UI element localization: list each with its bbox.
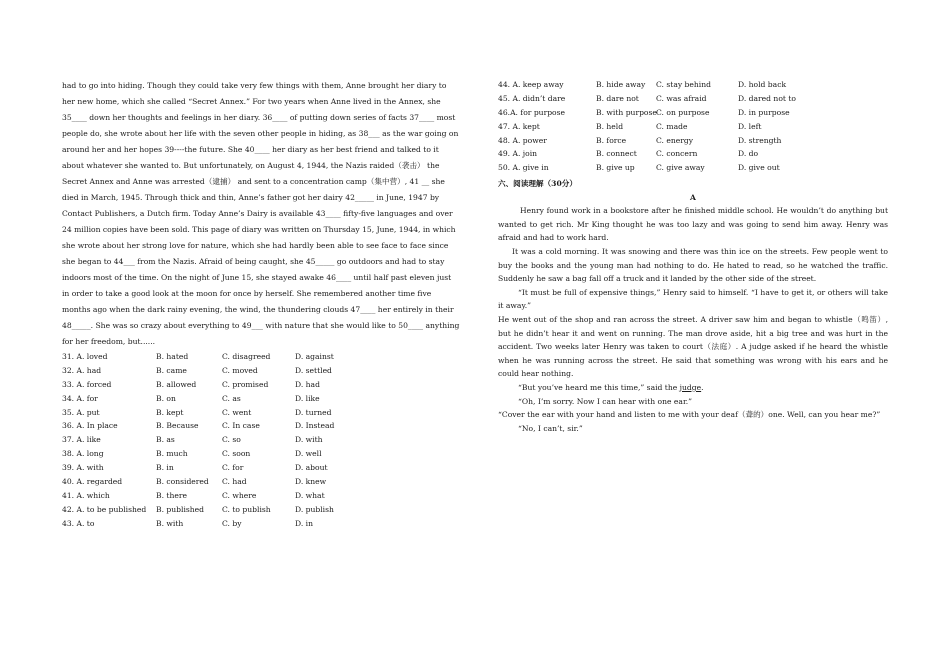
option-row	[498, 120, 888, 134]
passage-paragraph-1: Henry found work in a bookstore after he finished middle school. He wouldn’t do anything but wanted to get rich. Mr King thought he was too lazy and was going to send him away. Henry was afraid and had to work hard.	[498, 206, 888, 243]
option-choice: D. against	[295, 352, 334, 361]
option-choice: D. had	[295, 379, 320, 389]
option-choice: C. concern	[656, 149, 698, 159]
option-choice: D. hold back	[738, 80, 787, 89]
option-choice: C. to publish	[222, 504, 271, 514]
section-heading: 六、阅读理解（30分）	[498, 179, 577, 189]
option-choice: B. in	[156, 463, 174, 473]
option-choice: D. well	[295, 449, 322, 459]
option-choice: D. Instead	[295, 421, 335, 431]
right-option-list	[498, 78, 888, 175]
option-row	[62, 489, 460, 503]
option-choice: C. by	[222, 518, 242, 528]
option-choice: 40. A. regarded	[62, 477, 123, 487]
passage-paragraph-2: It was a cold morning. It was snowing and there was thin ice on the streets. Few people went to buy the books and the young man had nothing to do. He hated to read, so he watched the traffic. Suddenly he saw a bag fall off a truck and it landed by the other side of the street.	[498, 247, 888, 284]
option-choice: B. kept	[156, 407, 184, 417]
option-choice: B. came	[156, 365, 187, 375]
option-row	[62, 503, 460, 517]
option-choice: B. with purpose	[596, 107, 657, 117]
option-choice: C. give away	[656, 163, 705, 173]
option-choice: C. promised	[222, 379, 269, 389]
left-option-list	[62, 350, 460, 531]
option-row	[62, 433, 460, 447]
option-choice: 45. A. didn’t dare	[498, 93, 566, 103]
option-row	[498, 161, 888, 175]
passage-paragraph-4: He went out of the shop and ran across the street. A driver saw him and began to whistle（鸣笛）, but he didn’t hear it and went on running. The man drove aside, hit a big tree and was hurt in the accident. Two weeks later Henry was taken to court（法庭）. A judge asked if he heard the whistle when he was running across the street. He said that something was wrong with his ears and he could hear nothing.	[498, 314, 888, 379]
option-choice: 46.A. for purpose	[498, 107, 566, 117]
option-choice: 32. A. had	[62, 365, 102, 375]
option-choice: B. on	[156, 393, 176, 403]
option-row	[498, 92, 888, 106]
option-choice: B. with	[156, 518, 184, 528]
option-choice: B. hide away	[596, 80, 646, 89]
option-choice: B. connect	[596, 149, 637, 159]
option-row	[498, 106, 888, 120]
option-choice: D. dared not to	[738, 93, 796, 103]
option-choice: D. left	[738, 121, 762, 131]
quote-text: “But you’ve heard me this time,” said the	[518, 382, 680, 392]
option-choice: C. disagreed	[222, 352, 271, 361]
option-choice: D. knew	[295, 477, 327, 487]
passage-paragraph-5	[498, 381, 888, 395]
passage-title: A	[690, 193, 696, 203]
option-choice: D. settled	[295, 365, 332, 375]
right-column	[498, 78, 888, 435]
option-choice: 33. A. forced	[62, 379, 112, 389]
option-choice: B. held	[596, 121, 624, 131]
option-row	[62, 406, 460, 420]
option-choice: D. strength	[738, 135, 782, 145]
option-choice: B. give up	[596, 163, 635, 173]
option-row	[62, 378, 460, 392]
option-choice: B. allowed	[156, 379, 197, 389]
option-choice: 34. A. for	[62, 393, 98, 403]
passage-paragraph-6: “Oh, I’m sorry. Now I can hear with one ear.”	[518, 396, 693, 406]
option-choice: C. so	[222, 435, 241, 445]
option-row	[62, 475, 460, 489]
option-choice: 48. A. power	[498, 135, 547, 145]
option-choice: D. what	[295, 490, 325, 500]
option-choice: B. Because	[156, 421, 199, 431]
underlined-word-judge: judge	[679, 382, 702, 392]
option-choice: B. much	[156, 449, 188, 459]
option-choice: D. do	[738, 149, 759, 159]
option-row	[498, 134, 888, 148]
option-choice: 50. A. give in	[498, 163, 549, 173]
option-choice: 38. A. long	[62, 449, 104, 459]
option-choice: B. force	[596, 135, 627, 145]
option-choice: 37. A. like	[62, 435, 101, 445]
option-choice: C. for	[222, 463, 244, 473]
option-choice: D. with	[295, 435, 323, 445]
option-choice: C. made	[656, 121, 688, 131]
option-choice: C. had	[222, 477, 247, 487]
option-choice: 43. A. to	[62, 518, 95, 528]
option-row	[62, 364, 460, 378]
option-choice: D. in	[295, 518, 313, 528]
option-choice: D. in purpose	[738, 107, 790, 117]
option-choice: 35. A. put	[62, 407, 100, 417]
option-choice: B. considered	[156, 477, 209, 487]
option-choice: 31. A. loved	[62, 352, 108, 361]
option-choice: 44. A. keep away	[498, 80, 564, 89]
quote-end: .	[701, 382, 704, 392]
option-row	[62, 392, 460, 406]
option-choice: 42. A. to be published	[62, 504, 147, 514]
option-choice: C. as	[222, 393, 241, 403]
option-row	[498, 147, 888, 161]
option-choice: 49. A. join	[498, 149, 538, 159]
option-choice: 36. A. In place	[62, 421, 118, 431]
option-row	[498, 78, 888, 92]
passage-paragraph-3: “It must be full of expensive things,” Henry said to himself. “I have to get it, or others will take it away.”	[498, 287, 888, 311]
option-choice: 47. A. kept	[498, 121, 540, 131]
option-choice: D. publish	[295, 504, 334, 514]
option-row	[62, 350, 460, 364]
option-choice: C. moved	[222, 365, 258, 375]
option-choice: B. dare not	[596, 93, 639, 103]
option-row	[62, 447, 460, 461]
passage-paragraph-7: “Cover the ear with your hand and listen to me with your deaf（聋的）one. Well, can you hear me?”	[498, 410, 881, 420]
cloze-passage: had to go into hiding. Though they could take very few things with them, Anne brought her diary to her new home, which she called “Secret Annex.” For two years when Anne lived in the Annex, she 35____ down her thoughts and feelings in her diary. 36____ of putting down series of facts 37____ most people do, she wrote about her life with the seven other people in hiding, as 38___ as the war going on around her and her hopes 39----the future. She 40____ her diary as her best friend and talked to it about whatever she wanted to. But unfortunately, on August 4, 1944, the Nazis raided（袭击） the Secret Annex and Anne was arrested（逮捕） and sent to a concentration camp（集中营）, 41 __ she died in March, 1945. Through thick and thin, Anne’s father got her dairy 42_____ in June, 1947 by Contact Publishers, a Dutch firm. Today Anne’s Dairy is available 43____ fifty-five languages and over 24 million copies have been sold. This page of diary was written on Thursday 15, June, 1944, in which she wrote about her strong love for nature, which she had hardly been able to see face to face since she began to 44___ from the Nazis. Afraid of being caught, she 45_____ go outdoors and had to stay indoors most of the time. On the night of June 15, she stayed awake 46____ until half past eleven just in order to take a good look at the moon for once by herself. She remembered another time five months ago when the dark rainy evening, the wind, the thundering clouds 47____ her entirely in their 48_____. She was so crazy about everything to 49___ with nature that she would like to 50____ anything for her freedom, but......	[62, 81, 460, 346]
option-choice: 41. A. which	[62, 490, 110, 500]
passage-paragraph-8: “No, I can’t, sir.”	[518, 423, 583, 433]
option-choice: B. as	[156, 435, 175, 445]
option-choice: C. was afraid	[656, 93, 707, 103]
option-choice: C. In case	[222, 421, 260, 431]
option-choice: B. there	[156, 490, 187, 500]
option-choice: C. soon	[222, 449, 251, 459]
option-choice: D. give out	[738, 163, 780, 173]
option-row	[62, 461, 460, 475]
option-choice: C. stay behind	[656, 80, 711, 89]
option-choice: D. about	[295, 463, 328, 473]
option-choice: 39. A. with	[62, 463, 104, 473]
left-column	[62, 78, 460, 531]
option-choice: D. like	[295, 393, 320, 403]
option-choice: B. published	[156, 504, 205, 514]
option-choice: B. hated	[156, 352, 189, 361]
option-row	[62, 419, 460, 433]
option-choice: D. turned	[295, 407, 332, 417]
option-choice: C. where	[222, 490, 257, 500]
option-choice: C. energy	[656, 135, 694, 145]
option-choice: C. went	[222, 407, 252, 417]
option-choice: C. on purpose	[656, 107, 710, 117]
option-row	[62, 517, 460, 531]
